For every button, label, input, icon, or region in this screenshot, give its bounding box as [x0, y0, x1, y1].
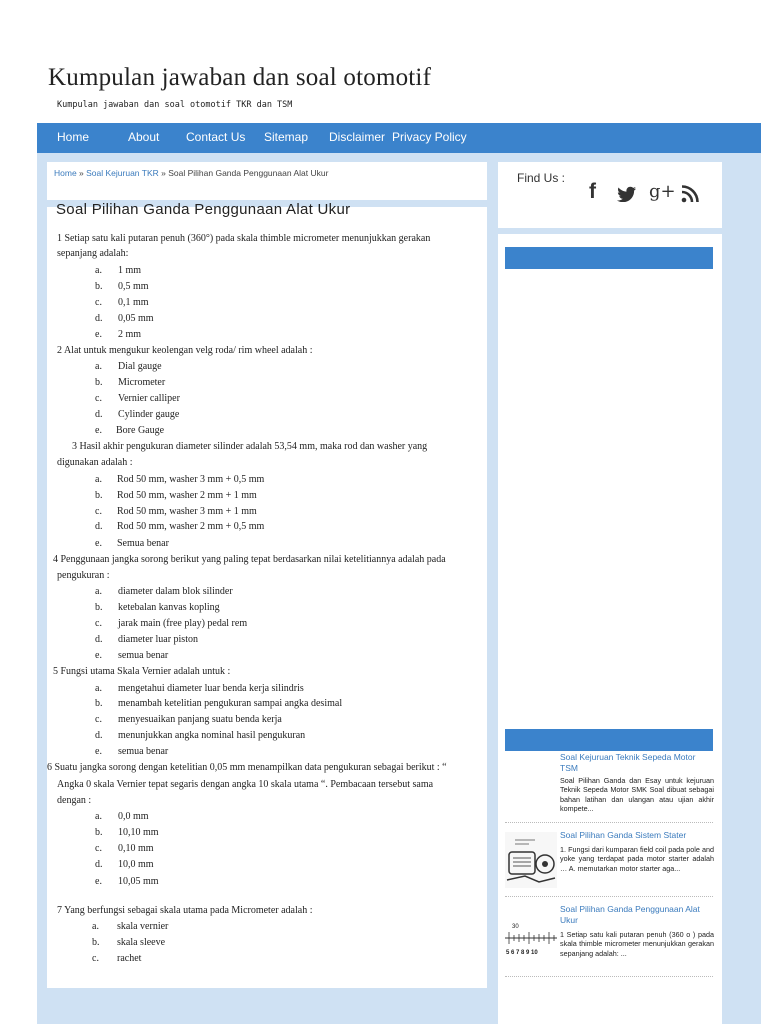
option-text: menyesuaikan panjang suatu benda kerja: [118, 714, 282, 725]
option-letter: e.: [95, 746, 102, 757]
option-letter: e.: [95, 329, 102, 340]
option-text: Rod 50 mm, washer 3 mm + 1 mm: [117, 506, 257, 517]
question-text: 7 Yang berfungsi sebagai skala utama pada Micrometer adalah :: [57, 905, 313, 916]
option-letter: a.: [95, 811, 102, 822]
option-text: 0,05 mm: [118, 313, 154, 324]
option-text: Micrometer: [118, 377, 166, 388]
starter-motor-image: [505, 832, 557, 888]
find-us-label: Find Us :: [517, 171, 566, 185]
divider: [505, 822, 713, 823]
option-text: 0,0 mm: [118, 811, 149, 822]
main-column: [47, 162, 487, 988]
option-letter: d.: [95, 730, 103, 741]
option-letter: c.: [95, 843, 102, 854]
option-letter: d.: [95, 521, 103, 532]
option-letter: c.: [95, 393, 102, 404]
question-text: digunakan adalah :: [57, 457, 133, 468]
option-text: 10,10 mm: [118, 827, 159, 838]
nav-about[interactable]: About: [128, 130, 160, 144]
option-text: Vernier calliper: [118, 393, 180, 404]
option-text: mengetahui diameter luar benda kerja silindris: [118, 683, 304, 694]
option-letter: a.: [95, 361, 102, 372]
option-text: 10,05 mm: [118, 876, 159, 887]
rss-icon[interactable]: [681, 185, 699, 207]
option-letter: a.: [95, 265, 102, 276]
option-text: ketebalan kanvas kopling: [118, 602, 220, 613]
option-text: 0,1 mm: [118, 297, 149, 308]
twitter-icon: [617, 186, 637, 202]
sidebar-widget-header: [505, 729, 713, 751]
breadcrumb-current: Soal Pilihan Ganda Penggunaan Alat Ukur: [168, 168, 329, 178]
option-text: Rod 50 mm, washer 2 mm + 1 mm: [117, 490, 257, 501]
question-text: 4 Penggunaan jangka sorong berikut yang paling tepat berdasarkan nilai ketelitiannya adalah pada: [53, 554, 446, 565]
option-letter: b.: [95, 602, 103, 613]
option-text: semua benar: [118, 650, 169, 661]
breadcrumb-category[interactable]: Soal Kejuruan TKR: [86, 168, 159, 178]
site-title[interactable]: Kumpulan jawaban dan soal otomotif: [48, 64, 432, 91]
option-letter: d.: [95, 634, 103, 645]
nav-bar: [37, 123, 761, 153]
option-letter: b.: [95, 377, 103, 388]
nav-disclaimer[interactable]: Disclaimer: [329, 130, 386, 144]
breadcrumb-separator: »: [158, 168, 169, 178]
option-text: Bore Gauge: [116, 425, 165, 436]
option-letter: a.: [95, 474, 102, 485]
recent-post-snippet: 1. Fungsi dari kumparan field coil pada pole and yoke yang terdapat pada motor starter adalah … A. memutarkan motor starter aga...: [560, 845, 714, 873]
rss-icon: [681, 185, 699, 203]
post-title: Soal Pilihan Ganda Penggunaan Alat Ukur: [56, 201, 351, 218]
option-letter: b.: [92, 937, 100, 948]
recent-post-thumbnail[interactable]: [505, 910, 557, 960]
sidebar: [498, 162, 722, 1024]
option-letter: e.: [95, 876, 102, 887]
option-text: 10,0 mm: [118, 859, 154, 870]
divider: [498, 228, 722, 234]
option-letter: d.: [95, 313, 103, 324]
option-text: Cylinder gauge: [118, 409, 180, 420]
option-letter: a.: [95, 683, 102, 694]
site-description: Kumpulan jawaban dan soal otomotif TKR dan TSM: [57, 100, 293, 110]
question-text: 5 Fungsi utama Skala Vernier adalah untuk :: [53, 666, 231, 677]
option-text: diameter dalam blok silinder: [118, 586, 233, 597]
question-text: Angka 0 skala Vernier tepat segaris dengan angka 10 skala utama “. Pembacaan tersebut sama: [57, 779, 434, 790]
option-text: rachet: [117, 953, 142, 964]
option-letter: e.: [95, 425, 102, 436]
nav-privacy-policy[interactable]: Privacy Policy: [392, 130, 467, 144]
option-letter: c.: [95, 297, 102, 308]
breadcrumb-separator: »: [76, 168, 87, 178]
recent-post-thumbnail[interactable]: [505, 832, 557, 888]
option-text: 0,10 mm: [118, 843, 154, 854]
question-text: pengukuran :: [57, 570, 110, 581]
option-text: menunjukkan angka nominal hasil pengukuran: [118, 730, 306, 741]
option-letter: e.: [95, 538, 102, 549]
option-text: Rod 50 mm, washer 3 mm + 0,5 mm: [117, 474, 265, 485]
facebook-icon[interactable]: f: [589, 180, 596, 203]
question-text: 2 Alat untuk mengukur keolengan velg roda/ rim wheel adalah :: [57, 345, 313, 356]
thumbnail-scale-label: 5 6 7 8 9 10: [506, 950, 538, 956]
divider: [505, 976, 713, 977]
option-text: Rod 50 mm, washer 2 mm + 0,5 mm: [117, 521, 265, 532]
option-letter: d.: [95, 409, 103, 420]
question-text: 1 Setiap satu kali putaran penuh (360°) pada skala thimble micrometer menunjukkan gerakan: [57, 233, 431, 244]
option-letter: c.: [92, 953, 99, 964]
option-letter: b.: [95, 698, 103, 709]
question-text: 3 Hasil akhir pengukuran diameter silinder adalah 53,54 mm, maka rod dan washer yang: [72, 441, 428, 452]
option-text: skala vernier: [117, 921, 169, 932]
option-letter: a.: [92, 921, 99, 932]
sidebar-widget-header: [505, 247, 713, 269]
option-letter: b.: [95, 281, 103, 292]
breadcrumb: [54, 168, 328, 178]
option-text: semua benar: [118, 746, 169, 757]
question-text: 6 Suatu jangka sorong dengan ketelitian 0,05 mm menampilkan data pengukuran sebagai berikut : “: [47, 762, 447, 773]
thumbnail-scale-label: 30: [512, 924, 519, 930]
option-letter: c.: [95, 618, 102, 629]
twitter-icon[interactable]: [617, 186, 637, 206]
breadcrumb-home[interactable]: Home: [54, 168, 77, 178]
option-text: 0,5 mm: [118, 281, 149, 292]
option-text: menambah ketelitian pengukuran sampai angka desimal: [118, 698, 343, 709]
option-letter: c.: [95, 506, 102, 517]
divider: [505, 896, 713, 897]
recent-post-title[interactable]: Soal Pilihan Ganda Penggunaan Alat Ukur: [560, 904, 700, 925]
question-text: sepanjang adalah:: [57, 248, 129, 259]
option-letter: b.: [95, 827, 103, 838]
nav-sitemap[interactable]: Sitemap: [264, 130, 309, 144]
nav-home[interactable]: Home: [57, 130, 90, 144]
google-plus-icon[interactable]: g+: [649, 181, 676, 202]
nav-contact-us[interactable]: Contact Us: [186, 130, 246, 144]
recent-post-snippet: 1 Setiap satu kali putaran penuh (360 o ) pada skala thimble micrometer menunjukkan gerakan sepanjang adalah: ...: [560, 930, 714, 958]
option-letter: d.: [95, 859, 103, 870]
option-letter: e.: [95, 650, 102, 661]
option-letter: a.: [95, 586, 102, 597]
option-letter: c.: [95, 714, 102, 725]
recent-post-title[interactable]: Soal Kejuruan Teknik Sepeda Motor TSM: [560, 752, 696, 773]
option-text: 1 mm: [118, 265, 142, 276]
recent-post-snippet: Soal Pilihan Ganda dan Esay untuk kejuruan Teknik Sepeda Motor SMK Soal dibuat sebagai bahan latihan dan ulangan atau ujian akhir kompete...: [560, 776, 714, 814]
question-text: dengan :: [57, 795, 92, 806]
option-text: diameter luar piston: [118, 634, 198, 645]
option-text: 2 mm: [118, 329, 142, 340]
option-text: Semua benar: [117, 538, 169, 549]
recent-post-title[interactable]: Soal Pilihan Ganda Sistem Stater: [560, 830, 687, 840]
option-text: skala sleeve: [117, 937, 166, 948]
option-text: jarak main (free play) pedal rem: [118, 618, 248, 629]
option-letter: b.: [95, 490, 103, 501]
option-text: Dial gauge: [118, 361, 162, 372]
